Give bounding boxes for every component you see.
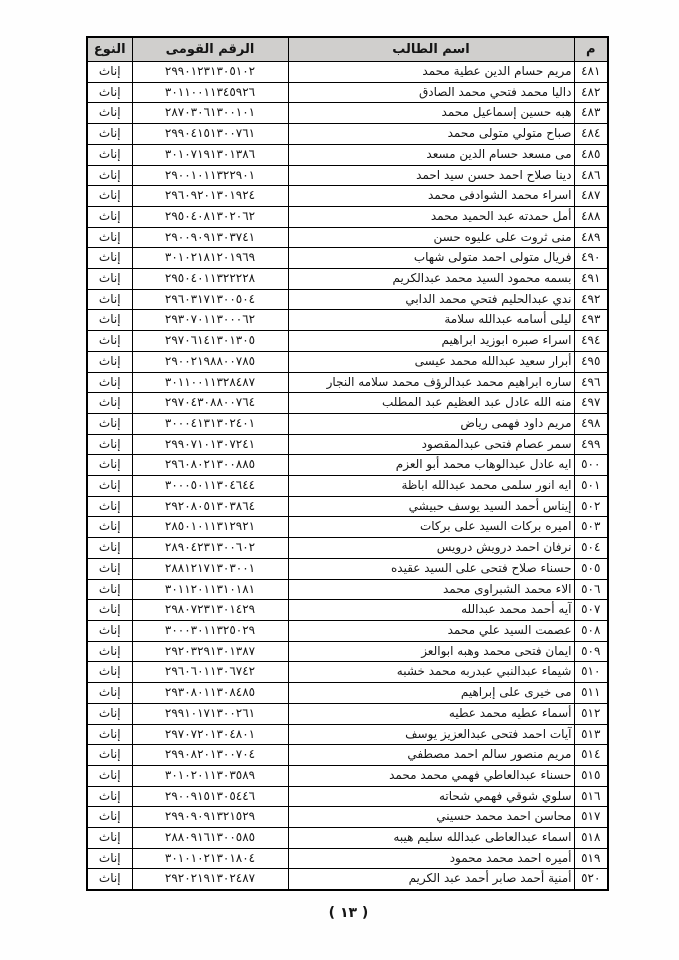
student-name-cell: ساره ابراهيم محمد عبدالرؤف محمد سلامه النجار xyxy=(288,372,574,393)
student-name-cell: اميره بركات السيد على بركات xyxy=(288,517,574,538)
type-cell: إناث xyxy=(87,144,132,165)
table-row xyxy=(87,724,608,745)
serial-cell: ٥١٤ xyxy=(574,745,608,766)
serial-cell: ٥٠٦ xyxy=(574,579,608,600)
type-cell: إناث xyxy=(87,227,132,248)
type-cell: إناث xyxy=(87,828,132,849)
national-id-cell: ٢٩٧٠٧٢٠١٣٠٤٨٠١ xyxy=(132,724,288,745)
table-row xyxy=(87,579,608,600)
national-id-cell: ٢٩٩٠١٢٣١٣٠٥١٠٢ xyxy=(132,62,288,83)
student-name-cell: منى ثروت على عليوه حسن xyxy=(288,227,574,248)
national-id-cell: ٢٩٠٠١٠١١٣٢٢٩٠١ xyxy=(132,165,288,186)
type-cell: إناث xyxy=(87,786,132,807)
table-row xyxy=(87,455,608,476)
student-name-cell: اسراء محمد الشوادفى محمد xyxy=(288,186,574,207)
table-row xyxy=(87,103,608,124)
type-cell: إناث xyxy=(87,269,132,290)
student-name-cell: ايمان فتحى محمد وهبه ابوالعز xyxy=(288,641,574,662)
table-row xyxy=(87,538,608,559)
national-id-cell: ٣٠١٠٧١٩١٣٠١٣٨٦ xyxy=(132,144,288,165)
student-name-cell: ندي عبدالحليم فتحي محمد الدابي xyxy=(288,289,574,310)
student-name-cell: ايه عادل عبدالوهاب محمد أبو العزم xyxy=(288,455,574,476)
serial-cell: ٥١٢ xyxy=(574,703,608,724)
serial-cell: ٥٠٠ xyxy=(574,455,608,476)
student-name-cell: فريال متولى احمد متولى شهاب xyxy=(288,248,574,269)
type-cell: إناث xyxy=(87,807,132,828)
table-row xyxy=(87,476,608,497)
table-row xyxy=(87,206,608,227)
serial-cell: ٥١٧ xyxy=(574,807,608,828)
national-id-cell: ٢٩٩٠٨٢٠١٣٠٠٧٠٤ xyxy=(132,745,288,766)
serial-cell: ٥١٨ xyxy=(574,828,608,849)
student-table-body xyxy=(87,62,608,891)
serial-cell: ٤٩٦ xyxy=(574,372,608,393)
student-name-cell: آيات احمد فتحى عبدالعزيز يوسف xyxy=(288,724,574,745)
serial-cell: ٥١٦ xyxy=(574,786,608,807)
serial-cell: ٥١٣ xyxy=(574,724,608,745)
national-id-cell: ٣٠٠٠٥٠١١٣٠٤٦٤٤ xyxy=(132,476,288,497)
serial-cell: ٥١٩ xyxy=(574,848,608,869)
type-cell: إناث xyxy=(87,351,132,372)
table-row xyxy=(87,641,608,662)
serial-cell: ٤٨٩ xyxy=(574,227,608,248)
table-row xyxy=(87,869,608,890)
national-id-cell: ٣٠١١٠٠١١٣٤٥٩٢٦ xyxy=(132,82,288,103)
table-row xyxy=(87,393,608,414)
national-id-cell: ٢٨٧٠٣٠٦١٣٠٠١٠١ xyxy=(132,103,288,124)
student-name-cell: منه الله عادل عبد العظيم عبد المطلب xyxy=(288,393,574,414)
student-name-cell: إيناس أحمد السيد يوسف حبيشي xyxy=(288,496,574,517)
table-row xyxy=(87,413,608,434)
national-id-cell: ٢٩٩١٠١٧١٣٠٠٢٦١ xyxy=(132,703,288,724)
national-id-cell: ٣٠١١٠٠١١٣٢٨٤٨٧ xyxy=(132,372,288,393)
serial-cell: ٤٩٨ xyxy=(574,413,608,434)
table-row xyxy=(87,848,608,869)
type-cell: إناث xyxy=(87,62,132,83)
student-name-cell: الاء محمد الشبراوى محمد xyxy=(288,579,574,600)
serial-cell: ٤٩٤ xyxy=(574,331,608,352)
national-id-cell: ٣٠١٠١٠٢١٣٠١٨٠٤ xyxy=(132,848,288,869)
national-id-cell: ٣٠١٠٢٠١١٣٠٣٥٨٩ xyxy=(132,765,288,786)
table-row xyxy=(87,165,608,186)
type-cell: إناث xyxy=(87,331,132,352)
type-cell: إناث xyxy=(87,186,132,207)
national-id-cell: ٢٩٦٠٣١٧١٣٠٠٥٠٤ xyxy=(132,289,288,310)
national-id-cell: ٢٩٥٠٤٠١١٣٢٢٢٢٨ xyxy=(132,269,288,290)
type-cell: إناث xyxy=(87,434,132,455)
national-id-cell: ٢٩٦٠٨٠٢١٣٠٠٨٨٥ xyxy=(132,455,288,476)
student-name-cell: أميره احمد محمد محمود xyxy=(288,848,574,869)
student-name-cell: اسراء صبره ابوزيد ابراهيم xyxy=(288,331,574,352)
table-row xyxy=(87,620,608,641)
student-name-cell: اسماء عبدالعاطى عبدالله سليم هيبه xyxy=(288,828,574,849)
table-row xyxy=(87,600,608,621)
student-name-cell: حسناء عبدالعاطي فهمي محمد محمد xyxy=(288,765,574,786)
national-id-cell: ٢٩٧٠٦١٤١٣٠١٣٠٥ xyxy=(132,331,288,352)
table-row xyxy=(87,662,608,683)
type-cell: إناث xyxy=(87,517,132,538)
table-row xyxy=(87,331,608,352)
table-row xyxy=(87,683,608,704)
national-id-cell: ٢٩٠٠٢١٩٨٨٠٠٧٨٥ xyxy=(132,351,288,372)
table-row xyxy=(87,434,608,455)
serial-cell: ٤٨٢ xyxy=(574,82,608,103)
table-row xyxy=(87,372,608,393)
type-cell: إناث xyxy=(87,683,132,704)
serial-cell: ٥٠١ xyxy=(574,476,608,497)
student-name-cell: هبه حسين إسماعيل محمد xyxy=(288,103,574,124)
table-row xyxy=(87,558,608,579)
column-header-student-name: اسم الطالب xyxy=(288,37,574,62)
table-row xyxy=(87,310,608,331)
student-name-cell: مريم منصور سالم احمد مصطفي xyxy=(288,745,574,766)
student-name-cell: آيه أحمد محمد عبدالله xyxy=(288,600,574,621)
type-cell: إناث xyxy=(87,765,132,786)
serial-cell: ٥٠٤ xyxy=(574,538,608,559)
student-name-cell: مريم حسام الدين عطية محمد xyxy=(288,62,574,83)
table-header xyxy=(87,37,608,62)
table-row xyxy=(87,227,608,248)
national-id-cell: ٢٩٩٠٤١٥١٣٠٠٧٦١ xyxy=(132,124,288,145)
serial-cell: ٤٩٣ xyxy=(574,310,608,331)
national-id-cell: ٢٩٧٠٤٣٠٨٨٠٠٧٦٤ xyxy=(132,393,288,414)
national-id-cell: ٢٩٥٠٤٠٨١٣٠٢٠٦٢ xyxy=(132,206,288,227)
serial-cell: ٥١٥ xyxy=(574,765,608,786)
table-row xyxy=(87,496,608,517)
student-name-cell: عصمت السيد علي محمد xyxy=(288,620,574,641)
table-row xyxy=(87,289,608,310)
serial-cell: ٤٨٣ xyxy=(574,103,608,124)
serial-cell: ٥٠٣ xyxy=(574,517,608,538)
serial-cell: ٥١٠ xyxy=(574,662,608,683)
table-row xyxy=(87,269,608,290)
serial-cell: ٤٩٥ xyxy=(574,351,608,372)
column-header-national-id: الرقم القومى xyxy=(132,37,288,62)
type-cell: إناث xyxy=(87,579,132,600)
table-row xyxy=(87,517,608,538)
student-name-cell: أبرار سعيد عبدالله محمد عيسى xyxy=(288,351,574,372)
student-name-cell: مريم داود فهمى رياض xyxy=(288,413,574,434)
type-cell: إناث xyxy=(87,206,132,227)
serial-cell: ٥٠٧ xyxy=(574,600,608,621)
national-id-cell: ٢٩٨٠٧٢٣١٣٠١٤٢٩ xyxy=(132,600,288,621)
table-row xyxy=(87,807,608,828)
national-id-cell: ٢٨٨٠٩١٦١٣٠٠٥٨٥ xyxy=(132,828,288,849)
student-name-cell: داليا محمد فتحي محمد الصادق xyxy=(288,82,574,103)
header-row xyxy=(87,37,608,62)
student-name-cell: بسمه محمود السيد محمد عبدالكريم xyxy=(288,269,574,290)
national-id-cell: ٢٩٣٠٧٠١١٣٠٠٠٦٢ xyxy=(132,310,288,331)
type-cell: إناث xyxy=(87,124,132,145)
serial-cell: ٤٨٦ xyxy=(574,165,608,186)
national-id-cell: ٢٩٩٠٩٠٩١٣٢١٥٢٩ xyxy=(132,807,288,828)
type-cell: إناث xyxy=(87,393,132,414)
serial-cell: ٤٩٢ xyxy=(574,289,608,310)
type-cell: إناث xyxy=(87,413,132,434)
type-cell: إناث xyxy=(87,289,132,310)
serial-cell: ٤٨٨ xyxy=(574,206,608,227)
table-row xyxy=(87,351,608,372)
national-id-cell: ٢٨٥٠١٠١١٣١٢٩٢١ xyxy=(132,517,288,538)
serial-cell: ٤٨١ xyxy=(574,62,608,83)
national-id-cell: ٣٠١٠٢١٨١٢٠١٩٦٩ xyxy=(132,248,288,269)
type-cell: إناث xyxy=(87,538,132,559)
student-name-cell: مى خيرى على إبراهيم xyxy=(288,683,574,704)
student-name-cell: أمنية أحمد صابر أحمد عبد الكريم xyxy=(288,869,574,890)
national-id-cell: ٢٩٠٠٩٠٩١٣٠٣٧٤١ xyxy=(132,227,288,248)
national-id-cell: ٣٠٠٠٤١٣١٣٠٢٤٠١ xyxy=(132,413,288,434)
student-name-cell: ليلى أسامه عبدالله سلامة xyxy=(288,310,574,331)
national-id-cell: ٢٩٢٠٣٢٩١٣٠١٣٨٧ xyxy=(132,641,288,662)
type-cell: إناث xyxy=(87,662,132,683)
national-id-cell: ٢٩٦٠٦٠١١٣٠٦٧٤٢ xyxy=(132,662,288,683)
table-row xyxy=(87,248,608,269)
serial-cell: ٥٠٢ xyxy=(574,496,608,517)
serial-cell: ٤٩٩ xyxy=(574,434,608,455)
student-name-cell: صباح متولي متولى محمد xyxy=(288,124,574,145)
serial-cell: ٤٨٥ xyxy=(574,144,608,165)
table-row xyxy=(87,144,608,165)
table-row xyxy=(87,124,608,145)
table-row xyxy=(87,82,608,103)
student-name-cell: نرفان احمد درويش درويس xyxy=(288,538,574,559)
column-header-type: النوع xyxy=(87,37,132,62)
column-header-serial: م xyxy=(574,37,608,62)
national-id-cell: ٢٨٩٠٤٢٣١٣٠٠٦٠٢ xyxy=(132,538,288,559)
table-row xyxy=(87,828,608,849)
student-name-cell: سلوي شوقي فهمي شحاته xyxy=(288,786,574,807)
type-cell: إناث xyxy=(87,248,132,269)
student-name-cell: محاسن احمد محمد حسيني xyxy=(288,807,574,828)
student-name-cell: مى مسعد حسام الدين مسعد xyxy=(288,144,574,165)
national-id-cell: ٢٩٠٠٩١٥١٣٠٥٤٤٦ xyxy=(132,786,288,807)
serial-cell: ٤٩٧ xyxy=(574,393,608,414)
type-cell: إناث xyxy=(87,869,132,890)
table-row xyxy=(87,186,608,207)
serial-cell: ٤٩١ xyxy=(574,269,608,290)
national-id-cell: ٢٩٢٠٢١٩١٣٠٢٤٨٧ xyxy=(132,869,288,890)
student-name-cell: شيماء عبدالنبي عبدربه محمد خشبه xyxy=(288,662,574,683)
student-name-cell: ايه انور سلمى محمد عبدالله اباظة xyxy=(288,476,574,497)
table-row xyxy=(87,745,608,766)
type-cell: إناث xyxy=(87,455,132,476)
type-cell: إناث xyxy=(87,641,132,662)
national-id-cell: ٢٩٦٠٩٢٠١٣٠١٩٢٤ xyxy=(132,186,288,207)
national-id-cell: ٣٠١١٢٠١١٣١٠١٨١ xyxy=(132,579,288,600)
serial-cell: ٥٠٨ xyxy=(574,620,608,641)
serial-cell: ٥١١ xyxy=(574,683,608,704)
serial-cell: ٥٠٩ xyxy=(574,641,608,662)
table-row xyxy=(87,765,608,786)
type-cell: إناث xyxy=(87,310,132,331)
student-table xyxy=(86,36,609,891)
type-cell: إناث xyxy=(87,745,132,766)
type-cell: إناث xyxy=(87,103,132,124)
type-cell: إناث xyxy=(87,496,132,517)
type-cell: إناث xyxy=(87,558,132,579)
student-name-cell: أمل حمدته عبد الحميد محمد xyxy=(288,206,574,227)
national-id-cell: ٢٨٨١٢١٧١٣٠٣٠٠١ xyxy=(132,558,288,579)
type-cell: إناث xyxy=(87,848,132,869)
table-row xyxy=(87,62,608,83)
type-cell: إناث xyxy=(87,620,132,641)
student-roster xyxy=(86,36,609,891)
national-id-cell: ٢٩٢٠٨٠٥١٣٠٣٨٦٤ xyxy=(132,496,288,517)
national-id-cell: ٢٩٩٠٧١٠١٣٠٧٢٤١ xyxy=(132,434,288,455)
national-id-cell: ٣٠٠٠٣٠١١٣٢٥٠٢٩ xyxy=(132,620,288,641)
student-name-cell: سمر عصام فتحى عبدالمقصود xyxy=(288,434,574,455)
serial-cell: ٤٩٠ xyxy=(574,248,608,269)
student-name-cell: أسماء عطيه محمد عطيه xyxy=(288,703,574,724)
serial-cell: ٥٠٥ xyxy=(574,558,608,579)
type-cell: إناث xyxy=(87,476,132,497)
serial-cell: ٥٢٠ xyxy=(574,869,608,890)
type-cell: إناث xyxy=(87,703,132,724)
table-row xyxy=(87,703,608,724)
type-cell: إناث xyxy=(87,82,132,103)
page-number: ( ١٣ ) xyxy=(328,905,369,921)
table-row xyxy=(87,786,608,807)
student-name-cell: دينا صلاح احمد حسن سيد احمد xyxy=(288,165,574,186)
type-cell: إناث xyxy=(87,372,132,393)
national-id-cell: ٢٩٣٠٨٠١١٣٠٨٤٨٥ xyxy=(132,683,288,704)
type-cell: إناث xyxy=(87,600,132,621)
serial-cell: ٤٨٧ xyxy=(574,186,608,207)
student-name-cell: حسناء صلاح فتحى على السيد عقيده xyxy=(288,558,574,579)
type-cell: إناث xyxy=(87,724,132,745)
serial-cell: ٤٨٤ xyxy=(574,124,608,145)
type-cell: إناث xyxy=(87,165,132,186)
